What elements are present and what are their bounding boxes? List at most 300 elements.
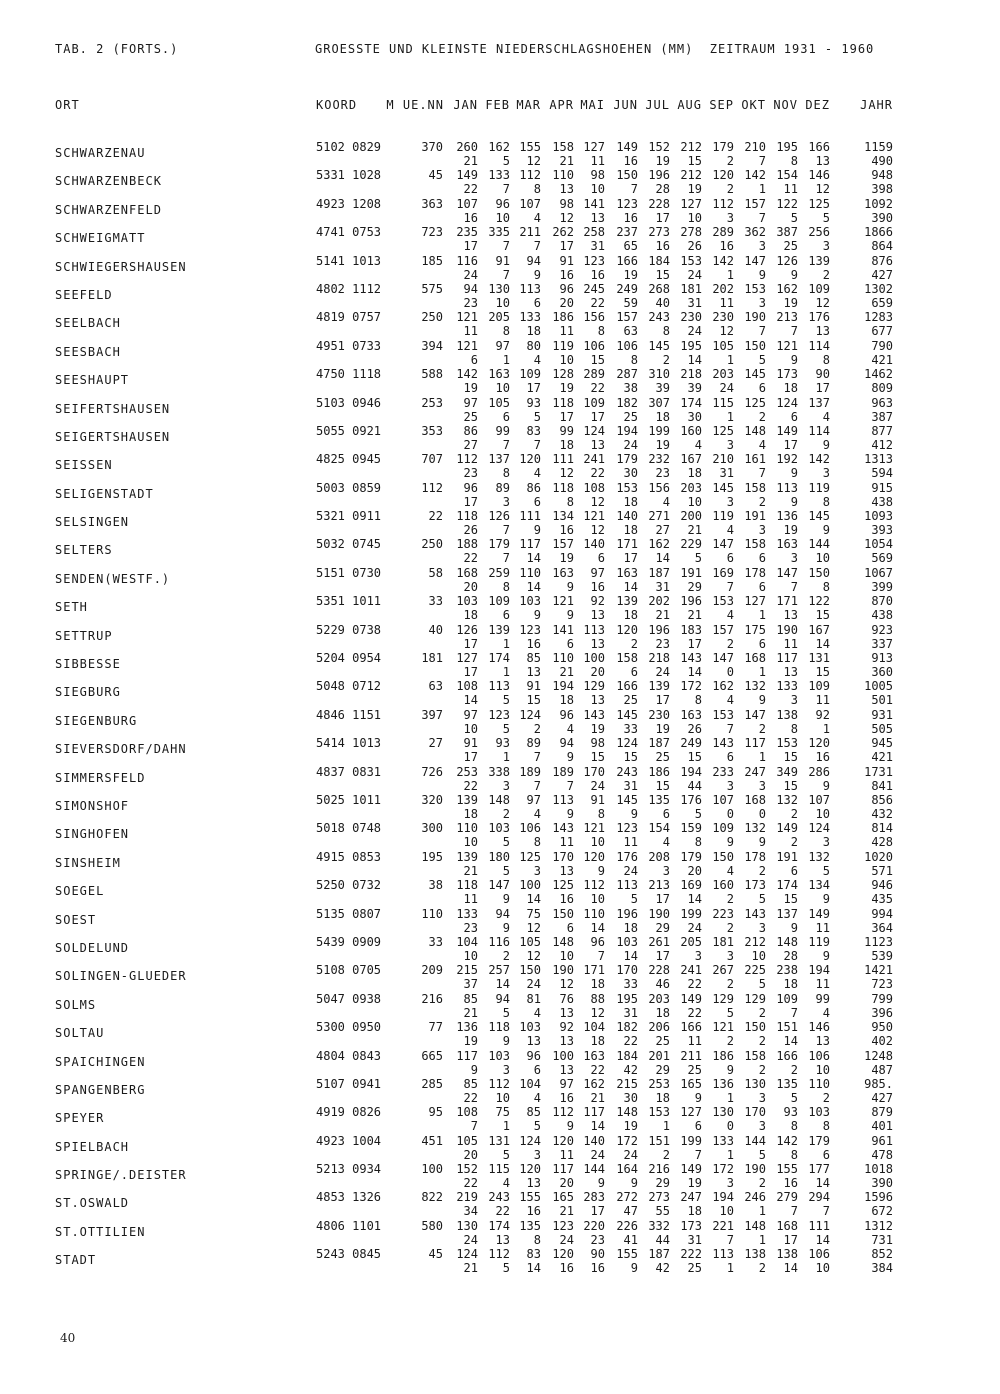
max-value: 145 [648,338,670,353]
min-value: 11 [719,295,734,310]
max-value: 109 [488,594,510,609]
min-values-line [0,750,1000,764]
max-value: 96 [526,1048,541,1063]
max-value: 271 [648,509,670,524]
station-name: SELTERS [55,543,113,558]
max-value: 210 [744,140,766,154]
min-value: 24 [719,381,734,396]
max-value: 100 [552,1048,574,1063]
max-value: 76 [559,991,574,1006]
min-value: 4 [726,863,734,878]
min-value: 13 [559,1062,574,1077]
min-value: 4 [533,1005,541,1020]
min-value: 7 [533,437,541,452]
min-value: 7 [790,324,798,339]
min-value: 13 [526,1034,541,1049]
max-value: 870 [871,594,893,609]
max-value: 218 [680,367,702,382]
column-header-jun: JUN [613,98,638,112]
max-value: 1313 [864,452,893,467]
max-value: 876 [871,253,893,268]
max-value: 121 [552,594,574,609]
max-value: 94 [559,736,574,751]
station-name: SELIGENSTADT [55,486,154,501]
max-value: 148 [744,1218,766,1233]
station-row [0,140,1000,168]
min-value: 4 [533,1090,541,1105]
min-value: 10 [463,721,478,736]
min-value: 487 [871,1062,893,1077]
max-value: 1018 [864,1162,893,1177]
min-value: 19 [655,154,670,168]
station-name: STADT [55,1253,97,1268]
max-value: 100 [583,651,605,666]
max-value: 129 [583,679,605,694]
max-value: 247 [680,1190,702,1205]
max-value: 75 [526,906,541,921]
max-value: 149 [456,168,478,183]
max-value: 175 [744,622,766,637]
max-value: 130 [744,1076,766,1091]
min-value: 10 [815,1261,830,1276]
max-value: 172 [712,1162,734,1177]
max-value: 202 [648,594,670,609]
max-value: 109 [583,395,605,410]
min-value: 1 [726,1090,734,1105]
min-value: 31 [687,1232,702,1247]
min-value: 33 [623,721,638,736]
max-value: 106 [808,1247,830,1262]
min-value: 21 [687,523,702,538]
max-value: 181 [712,934,734,949]
station-name: SEEFELD [55,287,113,302]
max-value: 156 [648,480,670,495]
min-value: 12 [526,920,541,935]
min-values-line [0,807,1000,821]
max-value: 211 [680,1048,702,1063]
min-value: 2 [726,154,734,168]
max-values-line [0,1247,1000,1261]
min-value: 29 [655,1062,670,1077]
station-koord: 4741 0753 [316,225,382,240]
min-values-line [0,779,1000,793]
min-value: 22 [463,182,478,197]
station-hoehe: 181 [421,651,443,666]
min-value: 8 [822,1119,830,1134]
station-hoehe: 110 [421,906,443,921]
max-value: 210 [712,452,734,467]
max-value: 93 [526,395,541,410]
min-value: 13 [783,665,798,680]
station-row [0,367,1000,395]
max-value: 186 [552,310,574,325]
min-value: 9 [630,806,638,821]
max-value: 194 [680,764,702,779]
min-value: 672 [871,1204,893,1219]
min-value: 6 [662,806,670,821]
min-value: 20 [590,665,605,680]
max-values-line [0,793,1000,807]
max-value: 103 [808,1105,830,1120]
min-value: 9 [822,892,830,907]
min-value: 3 [726,948,734,963]
max-value: 165 [680,1076,702,1091]
min-value: 55 [655,1204,670,1219]
max-value: 151 [776,1020,798,1035]
min-value: 13 [526,665,541,680]
max-value: 161 [744,452,766,467]
min-value: 21 [655,608,670,623]
max-values-line [0,197,1000,211]
max-value: 155 [776,1162,798,1177]
max-value: 96 [463,480,478,495]
max-value: 176 [616,849,638,864]
max-value: 127 [680,1105,702,1120]
min-value: 10 [687,494,702,509]
max-value: 103 [519,594,541,609]
max-value: 108 [456,1105,478,1120]
min-value: 1 [726,352,734,367]
max-value: 140 [583,537,605,552]
min-value: 29 [687,579,702,594]
max-value: 139 [648,679,670,694]
min-value: 428 [871,835,893,850]
min-value: 16 [623,154,638,168]
station-hoehe: 22 [428,509,443,524]
station-hoehe: 195 [421,849,443,864]
max-value: 130 [488,281,510,296]
max-value: 1596 [864,1190,893,1205]
max-value: 120 [519,452,541,467]
min-value: 2 [758,1062,766,1077]
min-value: 2 [790,835,798,850]
min-value: 22 [590,381,605,396]
max-value: 85 [526,1105,541,1120]
max-value: 200 [680,509,702,524]
max-value: 159 [680,821,702,836]
max-value: 146 [808,1020,830,1035]
min-value: 14 [687,665,702,680]
min-value: 26 [687,721,702,736]
min-value: 7 [758,324,766,339]
max-value: 117 [583,1105,605,1120]
max-value: 90 [590,1247,605,1262]
station-name: SINSHEIM [55,855,121,870]
max-value: 149 [776,423,798,438]
station-hoehe: 45 [428,168,443,183]
min-value: 9 [758,267,766,282]
max-value: 149 [680,991,702,1006]
min-values-line [0,1176,1000,1190]
station-hoehe: 363 [421,196,443,211]
max-value: 174 [488,651,510,666]
min-values-line [0,495,1000,509]
max-value: 221 [712,1218,734,1233]
min-value: 8 [790,154,798,168]
min-value: 7 [502,267,510,282]
min-values-line [0,1034,1000,1048]
min-value: 2 [758,1261,766,1276]
min-value: 5 [630,892,638,907]
min-value: 16 [655,239,670,254]
max-value: 163 [552,565,574,580]
min-value: 20 [559,1176,574,1191]
max-value: 1054 [864,537,893,552]
station-row [0,1247,1000,1275]
station-name: SEIGERTSHAUSEN [55,429,171,444]
max-value: 162 [648,537,670,552]
max-value: 985. [864,1076,893,1091]
max-value: 112 [519,168,541,183]
min-value: 34 [463,1204,478,1219]
min-value: 7 [790,1005,798,1020]
max-value: 153 [712,707,734,722]
min-value: 6 [758,579,766,594]
max-value: 97 [463,395,478,410]
max-value: 179 [488,537,510,552]
max-value: 148 [744,423,766,438]
max-value: 121 [712,1020,734,1035]
max-value: 332 [648,1218,670,1233]
station-name: SOLTAU [55,1026,105,1041]
min-value: 25 [463,409,478,424]
min-value: 6 [566,920,574,935]
min-value: 6 [502,409,510,424]
max-value: 181 [680,281,702,296]
max-values-line [0,651,1000,665]
max-value: 120 [808,736,830,751]
max-value: 106 [583,338,605,353]
station-koord: 5102 0829 [316,140,382,154]
min-value: 1 [758,608,766,623]
max-value: 289 [583,367,605,382]
min-value: 11 [783,182,798,197]
min-value: 29 [655,920,670,935]
station-hoehe: 580 [421,1218,443,1233]
max-value: 110 [552,168,574,183]
station-row [0,225,1000,253]
min-value: 4 [726,523,734,538]
max-value: 136 [712,1076,734,1091]
min-value: 20 [463,579,478,594]
station-row [0,1077,1000,1105]
station-name: SETH [55,600,88,615]
max-value: 119 [808,480,830,495]
column-header-jahr: JAHR [860,98,893,112]
min-value: 7 [502,182,510,197]
max-values-line [0,339,1000,353]
min-value: 2 [758,721,766,736]
min-values-line [0,410,1000,424]
min-value: 490 [871,154,893,168]
station-hoehe: 100 [421,1162,443,1177]
max-value: 170 [744,1105,766,1120]
min-value: 17 [655,693,670,708]
min-values-line [0,353,1000,367]
min-value: 1 [758,750,766,765]
max-value: 125 [744,395,766,410]
min-value: 20 [687,863,702,878]
max-value: 105 [712,338,734,353]
min-value: 59 [623,295,638,310]
max-value: 1005 [864,679,893,694]
min-value: 14 [526,579,541,594]
min-value: 65 [623,239,638,254]
min-value: 22 [463,1176,478,1191]
min-value: 19 [559,551,574,566]
max-value: 286 [808,764,830,779]
max-value: 211 [519,225,541,240]
max-value: 182 [616,395,638,410]
max-value: 349 [776,764,798,779]
min-value: 10 [495,295,510,310]
min-value: 8 [694,835,702,850]
min-value: 4 [533,352,541,367]
min-value: 11 [815,693,830,708]
min-value: 3 [758,523,766,538]
min-value: 23 [463,295,478,310]
column-header-apr: APR [549,98,574,112]
min-value: 21 [559,1204,574,1219]
min-value: 3 [694,948,702,963]
min-value: 18 [590,1034,605,1049]
max-value: 133 [712,1133,734,1148]
max-value: 268 [648,281,670,296]
min-value: 4 [502,1176,510,1191]
station-name: SINGHOFEN [55,827,130,842]
min-value: 28 [783,948,798,963]
min-values-line [0,835,1000,849]
min-value: 501 [871,693,893,708]
min-value: 2 [502,806,510,821]
max-value: 166 [616,679,638,694]
min-value: 3 [758,920,766,935]
max-value: 203 [712,367,734,382]
min-value: 8 [790,1147,798,1162]
max-value: 105 [456,1133,478,1148]
max-value: 241 [680,963,702,978]
max-value: 205 [680,934,702,949]
max-value: 109 [808,281,830,296]
max-value: 99 [815,991,830,1006]
min-value: 4 [822,1005,830,1020]
station-hoehe: 665 [421,1048,443,1063]
max-value: 166 [776,1048,798,1063]
min-value: 24 [655,665,670,680]
min-value: 427 [871,267,893,282]
min-value: 4 [662,835,670,850]
max-value: 90 [815,367,830,382]
max-value: 132 [776,792,798,807]
max-value: 108 [583,480,605,495]
min-value: 539 [871,948,893,963]
station-name: SELSINGEN [55,515,130,530]
min-value: 14 [783,1261,798,1276]
min-value: 478 [871,1147,893,1162]
min-value: 28 [655,182,670,197]
min-value: 14 [526,892,541,907]
min-value: 27 [655,523,670,538]
min-value: 9 [502,892,510,907]
min-value: 11 [815,920,830,935]
max-value: 91 [559,253,574,268]
min-value: 7 [726,579,734,594]
min-values-line [0,523,1000,537]
min-value: 63 [623,324,638,339]
min-value: 3 [758,1090,766,1105]
max-value: 215 [456,963,478,978]
column-header-feb: FEB [485,98,510,112]
max-value: 186 [712,1048,734,1063]
station-koord: 5047 0938 [316,991,382,1006]
max-value: 931 [871,707,893,722]
min-values-line [0,296,1000,310]
max-values-line [0,850,1000,864]
max-value: 273 [648,1190,670,1205]
min-value: 22 [463,551,478,566]
min-value: 427 [871,1090,893,1105]
min-values-line [0,722,1000,736]
max-value: 230 [680,310,702,325]
min-value: 2 [822,267,830,282]
min-value: 27 [463,437,478,452]
min-value: 12 [815,295,830,310]
min-value: 9 [726,1062,734,1077]
min-value: 25 [623,409,638,424]
station-row [0,1190,1000,1218]
min-value: 7 [726,1232,734,1247]
max-value: 212 [680,168,702,183]
column-header-sep: SEP [709,98,734,112]
max-value: 160 [680,423,702,438]
min-values-line [0,268,1000,282]
min-value: 18 [559,437,574,452]
max-value: 387 [776,225,798,240]
min-value: 17 [655,948,670,963]
min-value: 12 [590,523,605,538]
min-value: 24 [687,324,702,339]
min-value: 16 [623,210,638,225]
min-value: 4 [758,437,766,452]
max-value: 177 [808,1162,830,1177]
max-value: 915 [871,480,893,495]
max-value: 154 [776,168,798,183]
max-value: 120 [583,849,605,864]
station-koord: 4923 1004 [316,1133,382,1148]
min-value: 9 [502,920,510,935]
min-value: 809 [871,381,893,396]
max-value: 879 [871,1105,893,1120]
min-value: 11 [815,977,830,992]
min-value: 2 [726,977,734,992]
station-name: ST.OTTILIEN [55,1224,146,1239]
min-value: 15 [655,267,670,282]
column-header-muenn: M UE.NN [386,98,444,112]
max-value: 852 [871,1247,893,1262]
min-value: 2 [790,1062,798,1077]
min-value: 17 [815,381,830,396]
max-value: 141 [552,622,574,637]
min-value: 12 [526,154,541,168]
min-value: 5 [502,154,510,168]
max-value: 155 [519,1190,541,1205]
station-row [0,935,1000,963]
max-value: 145 [616,707,638,722]
min-value: 29 [655,1176,670,1191]
min-value: 10 [495,210,510,225]
max-value: 110 [456,821,478,836]
min-value: 25 [655,750,670,765]
